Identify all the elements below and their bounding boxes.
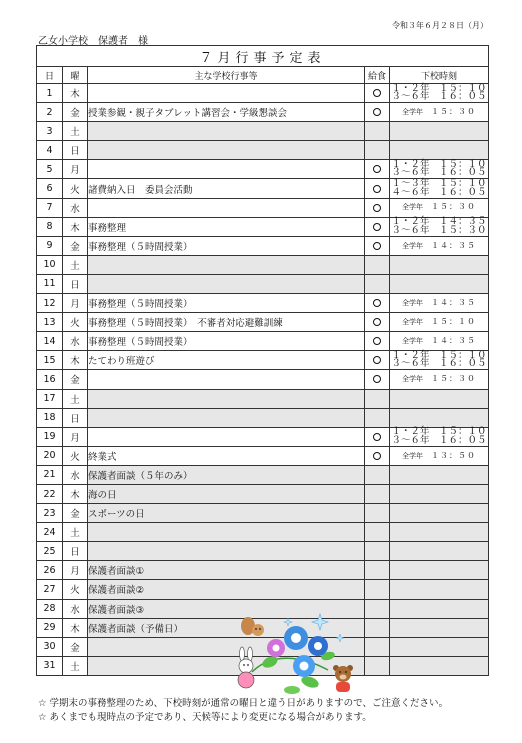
day-cell: 3 bbox=[37, 122, 63, 141]
meal-cell bbox=[365, 217, 390, 236]
meal-cell bbox=[365, 274, 390, 293]
event-cell bbox=[88, 542, 365, 561]
day-cell: 23 bbox=[37, 504, 63, 523]
event-cell bbox=[88, 370, 365, 389]
meal-cell bbox=[365, 332, 390, 351]
dismissal-line bbox=[390, 375, 488, 384]
weekday-cell: 金 bbox=[63, 370, 88, 389]
meal-cell bbox=[365, 484, 390, 503]
dismissal-cell bbox=[390, 274, 489, 293]
dismissal-cell bbox=[390, 408, 489, 427]
dismissal-cell bbox=[390, 580, 489, 599]
circle-icon bbox=[373, 318, 381, 326]
meal-cell bbox=[365, 198, 390, 217]
weekday-cell: 火 bbox=[63, 446, 88, 465]
circle-icon bbox=[373, 433, 381, 441]
weekday-cell: 木 bbox=[63, 484, 88, 503]
day-cell: 13 bbox=[37, 313, 63, 332]
dismissal-cell bbox=[390, 313, 489, 332]
day-cell: 29 bbox=[37, 618, 63, 637]
event-cell: 事務整理（５時間授業） bbox=[88, 294, 365, 313]
day-cell: 7 bbox=[37, 198, 63, 217]
dismissal-cell bbox=[390, 637, 489, 656]
schedule-rows bbox=[37, 84, 489, 676]
table-row bbox=[37, 542, 489, 561]
dismissal-cell bbox=[390, 179, 489, 198]
event-cell: 海の日 bbox=[88, 484, 365, 503]
day-cell: 14 bbox=[37, 332, 63, 351]
dismissal-cell bbox=[390, 255, 489, 274]
meal-cell bbox=[365, 313, 390, 332]
dismissal-cell bbox=[390, 141, 489, 160]
event-cell bbox=[88, 274, 365, 293]
grade-label: 全学年 bbox=[402, 317, 424, 326]
meal-cell bbox=[365, 656, 390, 675]
meal-cell bbox=[365, 465, 390, 484]
dismissal-cell bbox=[390, 122, 489, 141]
table-row bbox=[37, 389, 489, 408]
dismissal-line: ３〜６年 １６：０５ bbox=[391, 91, 487, 103]
weekday-cell: 木 bbox=[63, 84, 88, 103]
event-cell bbox=[88, 84, 365, 103]
dismissal-cell bbox=[390, 618, 489, 637]
table-row bbox=[37, 122, 489, 141]
dismissal-cell bbox=[390, 370, 489, 389]
grade-label: 全学年 bbox=[402, 241, 424, 250]
weekday-cell: 日 bbox=[63, 141, 88, 160]
dismissal-cell bbox=[390, 561, 489, 580]
event-cell bbox=[88, 198, 365, 217]
day-cell: 31 bbox=[37, 656, 63, 675]
dismissal-line bbox=[390, 318, 488, 327]
event-cell bbox=[88, 255, 365, 274]
dismissal-time: １３：５０ bbox=[431, 450, 477, 460]
dismissal-cell bbox=[390, 389, 489, 408]
meal-cell bbox=[365, 542, 390, 561]
weekday-cell: 水 bbox=[63, 599, 88, 618]
table-row bbox=[37, 217, 489, 236]
meal-cell bbox=[365, 580, 390, 599]
dismissal-cell bbox=[390, 427, 489, 446]
dismissal-line bbox=[390, 337, 488, 346]
column-header-events: 主な学校行事等 bbox=[88, 67, 365, 84]
column-header-day: 日 bbox=[37, 67, 63, 84]
dismissal-line: １・２年 １４：３５ bbox=[391, 216, 487, 228]
event-cell: 事務整理（５時間授業） bbox=[88, 332, 365, 351]
table-row bbox=[37, 446, 489, 465]
day-cell: 8 bbox=[37, 217, 63, 236]
table-title: ７月行事予定表 bbox=[37, 46, 489, 67]
dismissal-line: ３〜６年 １６：０５ bbox=[391, 167, 487, 179]
day-cell: 22 bbox=[37, 484, 63, 503]
table-row bbox=[37, 141, 489, 160]
event-cell bbox=[88, 141, 365, 160]
weekday-cell: 金 bbox=[63, 236, 88, 255]
weekday-cell: 月 bbox=[63, 427, 88, 446]
meal-cell bbox=[365, 236, 390, 255]
dismissal-line bbox=[390, 452, 488, 461]
weekday-cell: 火 bbox=[63, 179, 88, 198]
event-cell bbox=[88, 160, 365, 179]
weekday-cell: 日 bbox=[63, 408, 88, 427]
event-cell: 事務整理 bbox=[88, 217, 365, 236]
meal-cell bbox=[365, 122, 390, 141]
grade-label: 全学年 bbox=[402, 337, 424, 346]
circle-icon bbox=[373, 299, 381, 307]
weekday-cell: 土 bbox=[63, 523, 88, 542]
day-cell: 5 bbox=[37, 160, 63, 179]
dismissal-cell bbox=[390, 198, 489, 217]
weekday-cell: 土 bbox=[63, 122, 88, 141]
day-cell: 30 bbox=[37, 637, 63, 656]
table-row bbox=[37, 274, 489, 293]
weekday-cell: 火 bbox=[63, 580, 88, 599]
dismissal-cell bbox=[390, 84, 489, 103]
table-row bbox=[37, 255, 489, 274]
circle-icon bbox=[373, 242, 381, 250]
table-row bbox=[37, 103, 489, 122]
day-cell: 18 bbox=[37, 408, 63, 427]
dismissal-line: ３〜６年 １６：０５ bbox=[391, 358, 487, 370]
event-cell: 事務整理（５時間授業） bbox=[88, 236, 365, 255]
day-cell: 11 bbox=[37, 274, 63, 293]
circle-icon bbox=[373, 375, 381, 383]
meal-cell bbox=[365, 504, 390, 523]
meal-cell bbox=[365, 84, 390, 103]
meal-cell bbox=[365, 255, 390, 274]
dismissal-cell bbox=[390, 656, 489, 675]
event-cell: 保護者面談② bbox=[88, 580, 365, 599]
dismissal-line bbox=[390, 108, 488, 117]
weekday-cell: 金 bbox=[63, 504, 88, 523]
summer-animals-illustration bbox=[232, 612, 360, 696]
day-cell: 24 bbox=[37, 523, 63, 542]
dismissal-cell bbox=[390, 465, 489, 484]
weekday-cell: 水 bbox=[63, 332, 88, 351]
table-row bbox=[37, 160, 489, 179]
grade-label: 全学年 bbox=[402, 375, 424, 384]
dismissal-cell bbox=[390, 160, 489, 179]
table-row bbox=[37, 236, 489, 255]
table-row bbox=[37, 484, 489, 503]
meal-cell bbox=[365, 408, 390, 427]
circle-icon bbox=[373, 223, 381, 231]
circle-icon bbox=[373, 108, 381, 116]
table-row bbox=[37, 504, 489, 523]
dismissal-line bbox=[390, 299, 488, 308]
event-cell: 保護者面談（予備日） bbox=[88, 618, 365, 637]
circle-icon bbox=[373, 337, 381, 345]
circle-icon bbox=[373, 204, 381, 212]
meal-cell bbox=[365, 427, 390, 446]
weekday-cell: 金 bbox=[63, 103, 88, 122]
day-cell: 26 bbox=[37, 561, 63, 580]
meal-cell bbox=[365, 351, 390, 370]
weekday-cell: 土 bbox=[63, 656, 88, 675]
dismissal-line: ４〜６年 １６：０５ bbox=[391, 186, 487, 198]
day-cell: 2 bbox=[37, 103, 63, 122]
dismissal-line bbox=[390, 203, 488, 212]
day-cell: 15 bbox=[37, 351, 63, 370]
circle-icon bbox=[373, 356, 381, 364]
day-cell: 6 bbox=[37, 179, 63, 198]
table-row bbox=[37, 370, 489, 389]
dismissal-time: １５：１０ bbox=[431, 316, 477, 326]
day-cell: 21 bbox=[37, 465, 63, 484]
dismissal-cell bbox=[390, 542, 489, 561]
meal-cell bbox=[365, 389, 390, 408]
meal-cell bbox=[365, 599, 390, 618]
day-cell: 4 bbox=[37, 141, 63, 160]
day-cell: 25 bbox=[37, 542, 63, 561]
dismissal-cell bbox=[390, 332, 489, 351]
event-cell: 諸費納入日 委員会活動 bbox=[88, 179, 365, 198]
event-cell: 保護者面談③ bbox=[88, 599, 365, 618]
dismissal-time: １４：３５ bbox=[431, 297, 477, 307]
table-row bbox=[37, 561, 489, 580]
meal-cell bbox=[365, 618, 390, 637]
meal-cell bbox=[365, 637, 390, 656]
circle-icon bbox=[373, 89, 381, 97]
grade-label: 全学年 bbox=[402, 107, 424, 116]
dismissal-line bbox=[390, 242, 488, 251]
meal-cell bbox=[365, 141, 390, 160]
dismissal-cell bbox=[390, 351, 489, 370]
dismissal-time: １４：３５ bbox=[431, 336, 477, 346]
weekday-cell: 月 bbox=[63, 294, 88, 313]
dismissal-line: １・２年 １５：１０ bbox=[391, 426, 487, 438]
dismissal-line: ３〜６年 １６：０５ bbox=[391, 434, 487, 446]
dismissal-cell bbox=[390, 504, 489, 523]
column-header-dismissal: 下校時刻 bbox=[390, 67, 489, 84]
day-cell: 27 bbox=[37, 580, 63, 599]
event-cell bbox=[88, 408, 365, 427]
dismissal-line: １〜３年 １５：１０ bbox=[391, 178, 487, 190]
dismissal-line: １・２年 １５：１０ bbox=[391, 349, 487, 361]
table-row bbox=[37, 84, 489, 103]
grade-label: 全学年 bbox=[402, 203, 424, 212]
table-row bbox=[37, 294, 489, 313]
meal-cell bbox=[365, 561, 390, 580]
grade-label: 全学年 bbox=[402, 451, 424, 460]
dismissal-cell bbox=[390, 236, 489, 255]
day-cell: 12 bbox=[37, 294, 63, 313]
event-cell: 授業参観・親子タブレット講習会・学級懇談会 bbox=[88, 103, 365, 122]
note-line: ☆ あくまでも現時点の予定であり、天候等により変更になる場合があります。 bbox=[38, 712, 372, 723]
meal-cell bbox=[365, 446, 390, 465]
addressee: 乙女小学校 保護者 様 bbox=[38, 36, 148, 47]
table-row bbox=[37, 580, 489, 599]
weekday-cell: 月 bbox=[63, 561, 88, 580]
day-cell: 9 bbox=[37, 236, 63, 255]
note-line: ☆ 学期末の事務整理のため、下校時刻が通常の曜日と違う日がありますので、ご注意ください。 bbox=[38, 698, 448, 709]
table-row bbox=[37, 313, 489, 332]
event-cell bbox=[88, 523, 365, 542]
weekday-cell: 木 bbox=[63, 217, 88, 236]
table-row bbox=[37, 332, 489, 351]
table-row bbox=[37, 198, 489, 217]
dismissal-cell bbox=[390, 523, 489, 542]
weekday-cell: 月 bbox=[63, 160, 88, 179]
weekday-cell: 水 bbox=[63, 198, 88, 217]
day-cell: 19 bbox=[37, 427, 63, 446]
day-cell: 1 bbox=[37, 84, 63, 103]
dismissal-cell bbox=[390, 446, 489, 465]
schedule-table bbox=[36, 45, 489, 676]
event-cell: 事務整理（５時間授業） 不審者対応避難訓練 bbox=[88, 313, 365, 332]
weekday-cell: 日 bbox=[63, 542, 88, 561]
event-cell bbox=[88, 427, 365, 446]
dismissal-time: １５：３０ bbox=[431, 202, 477, 212]
event-cell bbox=[88, 122, 365, 141]
dismissal-cell bbox=[390, 294, 489, 313]
table-row bbox=[37, 351, 489, 370]
dismissal-line: ３〜６年 １５：３０ bbox=[391, 224, 487, 236]
meal-cell bbox=[365, 523, 390, 542]
dismissal-time: １５：３０ bbox=[431, 374, 477, 384]
dismissal-time: １５：３０ bbox=[431, 106, 477, 116]
event-cell bbox=[88, 389, 365, 408]
notes bbox=[38, 697, 448, 725]
dismissal-line: １・２年 １５：１０ bbox=[391, 158, 487, 170]
dismissal-cell bbox=[390, 103, 489, 122]
dismissal-time: １４：３５ bbox=[431, 240, 477, 250]
column-header-weekday: 曜 bbox=[63, 67, 88, 84]
table-row bbox=[37, 523, 489, 542]
table-row bbox=[37, 465, 489, 484]
grade-label: 全学年 bbox=[402, 298, 424, 307]
meal-cell bbox=[365, 294, 390, 313]
meal-cell bbox=[365, 160, 390, 179]
table-row bbox=[37, 427, 489, 446]
day-cell: 28 bbox=[37, 599, 63, 618]
column-header-meal: 給食 bbox=[365, 67, 390, 84]
weekday-cell: 木 bbox=[63, 618, 88, 637]
circle-icon bbox=[373, 452, 381, 460]
dismissal-line: １・２年 １５：１０ bbox=[391, 82, 487, 94]
event-cell: スポーツの日 bbox=[88, 504, 365, 523]
meal-cell bbox=[365, 103, 390, 122]
weekday-cell: 土 bbox=[63, 389, 88, 408]
meal-cell bbox=[365, 179, 390, 198]
day-cell: 10 bbox=[37, 255, 63, 274]
weekday-cell: 火 bbox=[63, 313, 88, 332]
document-date: 令和３年６月２８日（月） bbox=[392, 21, 488, 30]
event-cell: たてわり班遊び bbox=[88, 351, 365, 370]
circle-icon bbox=[373, 165, 381, 173]
table-row bbox=[37, 179, 489, 198]
event-cell: 保護者面談（５年のみ） bbox=[88, 465, 365, 484]
day-cell: 20 bbox=[37, 446, 63, 465]
meal-cell bbox=[365, 370, 390, 389]
event-cell: 保護者面談① bbox=[88, 561, 365, 580]
dismissal-cell bbox=[390, 217, 489, 236]
circle-icon bbox=[373, 185, 381, 193]
weekday-cell: 水 bbox=[63, 465, 88, 484]
day-cell: 16 bbox=[37, 370, 63, 389]
weekday-cell: 土 bbox=[63, 255, 88, 274]
weekday-cell: 日 bbox=[63, 274, 88, 293]
day-cell: 17 bbox=[37, 389, 63, 408]
dismissal-cell bbox=[390, 599, 489, 618]
dismissal-cell bbox=[390, 484, 489, 503]
event-cell: 終業式 bbox=[88, 446, 365, 465]
table-row bbox=[37, 408, 489, 427]
weekday-cell: 木 bbox=[63, 351, 88, 370]
weekday-cell: 金 bbox=[63, 637, 88, 656]
